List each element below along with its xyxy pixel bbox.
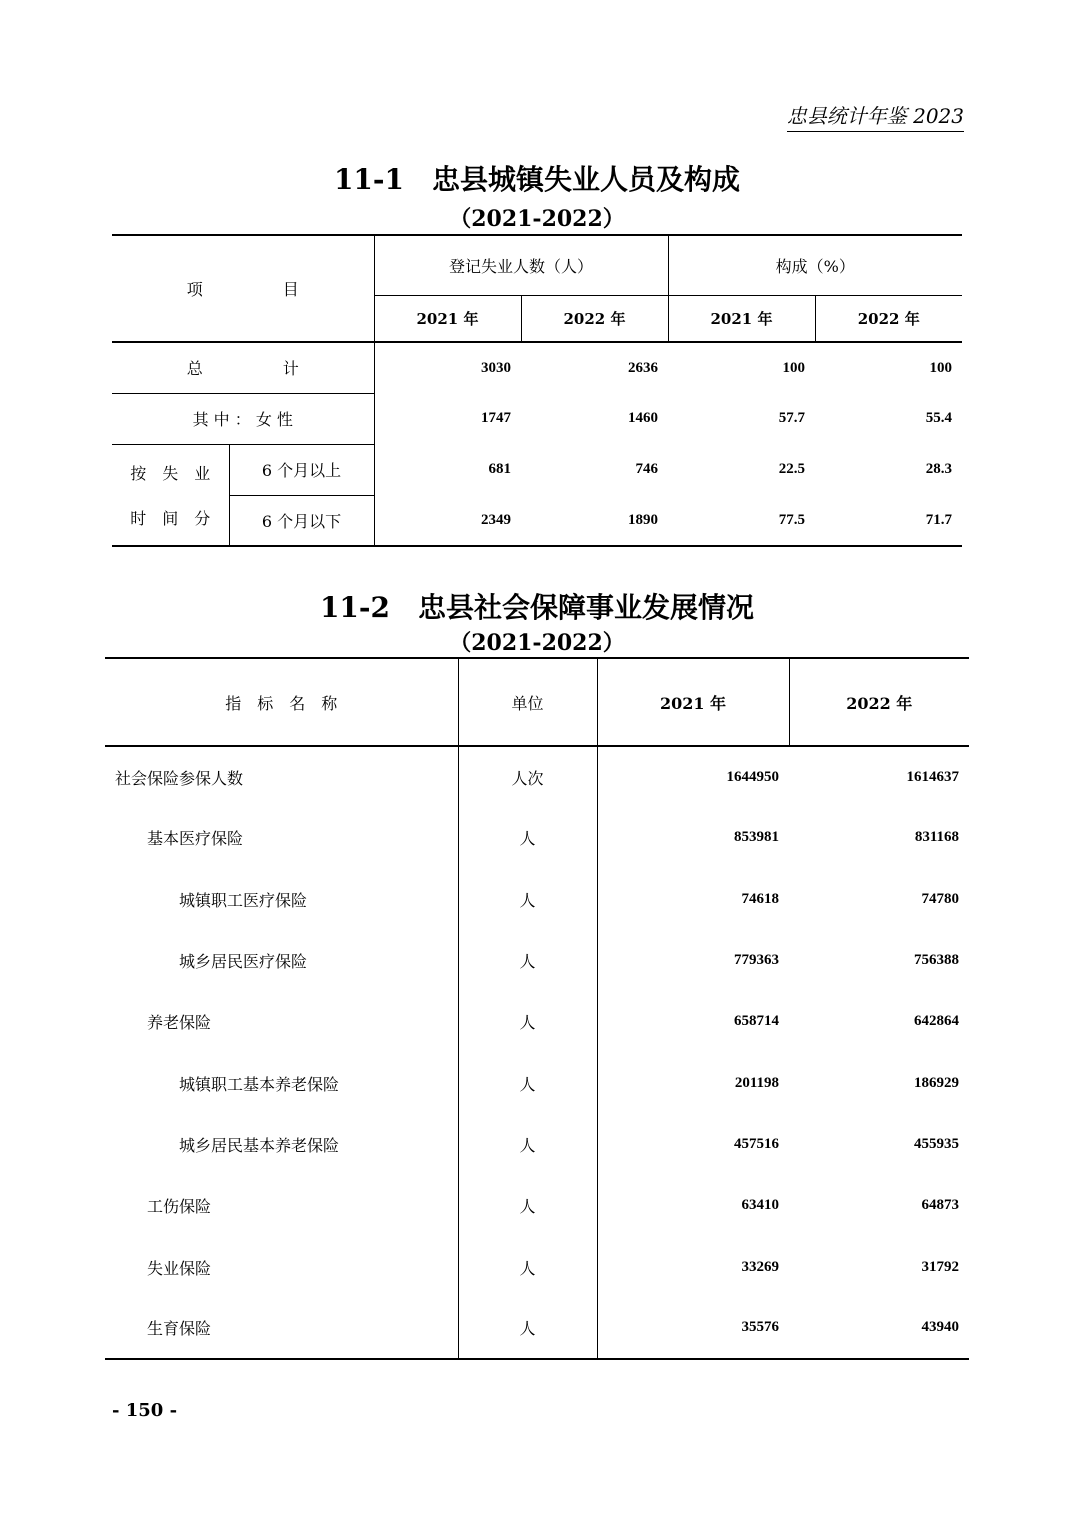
cell-value: 658714	[734, 1013, 779, 1030]
table-row	[112, 342, 962, 393]
cell-value: 35576	[741, 1319, 779, 1336]
indicator-name: 城镇职工医疗保险	[105, 869, 458, 930]
table-row	[112, 495, 962, 546]
table2-title: 11-2 忠县社会保障事业发展情况	[319, 591, 755, 624]
cell-value: 457516	[734, 1135, 779, 1152]
cell-value: 43940	[921, 1319, 959, 1336]
cell-value: 3030	[481, 359, 511, 376]
group-label-line1: 按 失 业	[130, 463, 211, 483]
table2-subtitle: （2021-2022）	[449, 630, 625, 656]
unit-cell: 人	[458, 1052, 597, 1113]
cell-value: 853981	[734, 829, 779, 846]
indicator-name: 工伤保险	[105, 1175, 458, 1236]
table-row	[105, 746, 969, 807]
group-label-line2: 时 间 分	[130, 508, 211, 528]
cell-value: 2349	[481, 511, 511, 528]
item-header: 项 目	[112, 235, 374, 342]
cell-value: 186929	[914, 1074, 959, 1091]
unit-cell: 人	[458, 930, 597, 991]
cell-value: 642864	[914, 1013, 959, 1030]
sub-row-label: 6 个月以上	[229, 444, 374, 495]
year-header: 2022 年	[815, 295, 962, 342]
year-header: 2022 年	[521, 295, 668, 342]
table-row	[112, 393, 962, 444]
table-row	[105, 807, 969, 868]
year-header: 2021 年	[374, 295, 521, 342]
indicator-header: 指 标 名 称	[105, 658, 458, 746]
cell-value: 1460	[628, 410, 658, 426]
table-row	[105, 869, 969, 930]
indicator-name: 养老保险	[105, 991, 458, 1052]
unit-cell: 人	[458, 807, 597, 868]
table-row	[105, 930, 969, 991]
cell-value: 455935	[914, 1135, 959, 1152]
unit-cell: 人	[458, 1298, 597, 1359]
year-header: 2022 年	[789, 658, 969, 746]
registered-unemployed-header: 登记失业人数（人）	[374, 235, 668, 295]
unit-cell: 人	[458, 869, 597, 930]
cell-value: 55.4	[925, 410, 952, 426]
sub-row-label: 6 个月以下	[229, 495, 374, 546]
cell-value: 57.7	[778, 410, 805, 426]
cell-value: 1890	[628, 511, 658, 528]
cell-value: 63410	[741, 1197, 779, 1214]
year-header: 2021 年	[597, 658, 789, 746]
indicator-name: 社会保险参保人数	[105, 746, 458, 807]
cell-value: 1644950	[726, 768, 779, 785]
cell-value: 100	[782, 359, 805, 376]
cell-value: 779363	[734, 952, 779, 969]
table-row	[112, 444, 962, 495]
table-row	[105, 1236, 969, 1297]
table-row	[105, 1175, 969, 1236]
unemployment-table	[112, 234, 962, 547]
year-header: 2021 年	[668, 295, 815, 342]
unit-cell: 人	[458, 1175, 597, 1236]
indicator-name: 基本医疗保险	[105, 807, 458, 868]
indicator-name: 生育保险	[105, 1298, 458, 1359]
row-label: 其 中 ： 女 性	[112, 393, 374, 444]
indicator-name: 城镇职工基本养老保险	[105, 1052, 458, 1113]
table1-subtitle: （2021-2022）	[449, 206, 625, 232]
cell-value: 1747	[481, 410, 511, 426]
yearbook-header: 忠县统计年鉴 2023	[787, 100, 964, 132]
cell-value: 74618	[741, 890, 779, 907]
table-row	[105, 1052, 969, 1113]
cell-value: 28.3	[925, 461, 952, 477]
cell-value: 831168	[914, 829, 959, 846]
indicator-name: 城乡居民基本养老保险	[105, 1114, 458, 1175]
table-row	[105, 1114, 969, 1175]
group-label	[112, 444, 229, 546]
unit-header: 单位	[458, 658, 597, 746]
page-number: - 150 -	[112, 1400, 178, 1421]
cell-value: 1614637	[906, 768, 959, 785]
cell-value: 756388	[914, 952, 959, 969]
cell-value: 2636	[628, 359, 658, 376]
cell-value: 681	[488, 461, 511, 477]
indicator-name: 失业保险	[105, 1236, 458, 1297]
unit-cell: 人	[458, 1114, 597, 1175]
composition-header: 构成（%）	[668, 235, 962, 295]
cell-value: 100	[929, 359, 952, 376]
table-row	[105, 1298, 969, 1359]
indicator-name: 城乡居民医疗保险	[105, 930, 458, 991]
cell-value: 64873	[921, 1197, 959, 1214]
cell-value: 201198	[734, 1074, 779, 1091]
cell-value: 71.7	[925, 511, 952, 528]
table1-title: 11-1 忠县城镇失业人员及构成	[333, 163, 741, 196]
row-label: 总 计	[112, 342, 374, 393]
social-security-table	[105, 657, 969, 1360]
cell-value: 31792	[921, 1258, 959, 1275]
cell-value: 33269	[741, 1258, 779, 1275]
table-row	[105, 991, 969, 1052]
cell-value: 746	[635, 461, 658, 477]
cell-value: 77.5	[778, 511, 805, 528]
unit-cell: 人	[458, 991, 597, 1052]
unit-cell: 人	[458, 1236, 597, 1297]
cell-value: 22.5	[778, 461, 805, 477]
unit-cell: 人次	[458, 746, 597, 807]
cell-value: 74780	[921, 890, 959, 907]
